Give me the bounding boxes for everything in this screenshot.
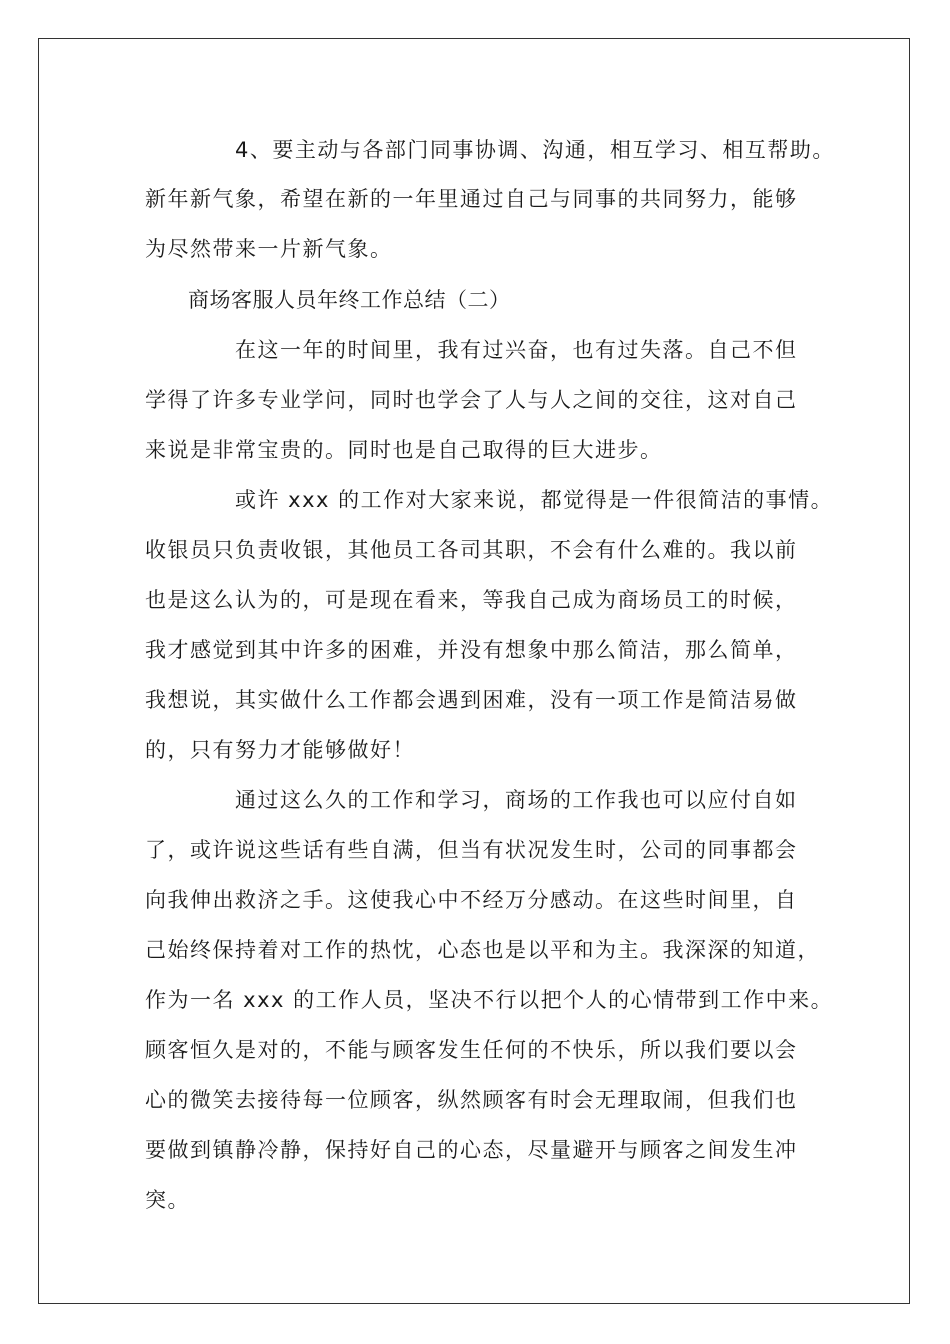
text-line: 己始终保持着对工作的热忱，心态也是以平和为主。我深深的知道， (145, 938, 820, 962)
text-line: 在这一年的时间里，我有过兴奋，也有过失落。自己不但 (235, 338, 798, 362)
text-line: 向我伸出救济之手。这使我心中不经万分感动。在这些时间里，自 (145, 888, 798, 912)
text-line: 4、要主动与各部门同事协调、沟通，相互学习、相互帮助。 (235, 138, 835, 162)
text-line: 或许 xxx 的工作对大家来说，都觉得是一件很简洁的事情。 (235, 488, 834, 512)
text-line: 来说是非常宝贵的。同时也是自己取得的巨大进步。 (145, 438, 663, 462)
section-heading: 商场客服人员年终工作总结（二） (188, 288, 511, 312)
text-line: 突。 (145, 1188, 190, 1212)
text-line: 也是这么认为的，可是现在看来，等我自己成为商场员工的时候， (145, 588, 798, 612)
text-line: 我才感觉到其中许多的困难，并没有想象中那么简洁，那么简单， (145, 638, 798, 662)
text-line: 新年新气象，希望在新的一年里通过自己与同事的共同努力，能够 (145, 187, 798, 211)
text-line: 心的微笑去接待每一位顾客，纵然顾客有时会无理取闹，但我们也 (145, 1088, 798, 1112)
page-border (38, 38, 910, 1304)
text-line: 了，或许说这些话有些自满，但当有状况发生时，公司的同事都会 (145, 838, 798, 862)
text-line: 为尽然带来一片新气象。 (145, 237, 393, 261)
text-line: 要做到镇静冷静，保持好自己的心态，尽量避开与顾客之间发生冲 (145, 1138, 798, 1162)
text-line: 学得了许多专业学问，同时也学会了人与人之间的交往，这对自己 (145, 388, 798, 412)
text-line: 顾客恒久是对的，不能与顾客发生任何的不快乐，所以我们要以会 (145, 1038, 798, 1062)
text-line: 的，只有努力才能够做好！ (145, 738, 415, 762)
text-line: 收银员只负责收银，其他员工各司其职，不会有什么难的。我以前 (145, 538, 798, 562)
text-line: 作为一名 xxx 的工作人员，坚决不行以把个人的心情带到工作中来。 (145, 988, 834, 1012)
text-line: 我想说，其实做什么工作都会遇到困难，没有一项工作是简洁易做 (145, 688, 798, 712)
text-line: 通过这么久的工作和学习，商场的工作我也可以应付自如 (235, 788, 798, 812)
